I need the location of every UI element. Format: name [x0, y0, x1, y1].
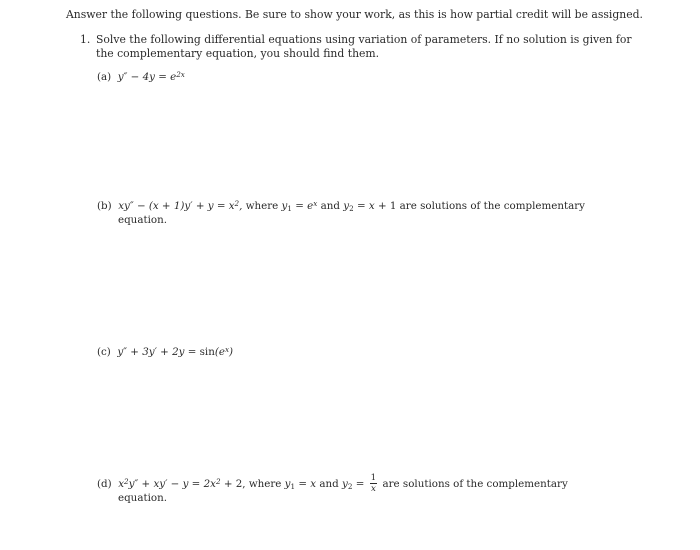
- part-b-line2: equation.: [118, 214, 167, 226]
- part-d-where: where: [248, 477, 282, 490]
- problem-text-line1: Solve the following differential equations using variation of parameters. If no solution is given for: [96, 33, 632, 46]
- part-d-line2: equation.: [118, 492, 167, 504]
- part-b: [97, 200, 585, 212]
- part-d-label: (d): [97, 477, 112, 490]
- part-c-equation: $y'' + 3y' + 2y = \sin(e^x)$: [114, 344, 234, 358]
- part-c-label: (c): [97, 346, 111, 358]
- part-b-equation: $xy'' - (x + 1)y' + y = x^2$,: [114, 198, 243, 212]
- part-d-y2-fraction: $\frac{1}{x}$: [370, 473, 377, 494]
- part-a: [97, 71, 185, 83]
- part-b-and: and: [320, 200, 340, 212]
- part-d-and: and: [319, 477, 339, 490]
- part-b-label: (b): [97, 200, 112, 212]
- part-d-tail: are solutions of the complementary: [382, 477, 568, 490]
- part-d-y1: $y_1 = x$: [284, 477, 317, 491]
- part-c: [97, 346, 233, 358]
- part-b-y1: $y_1 = e^x$: [281, 198, 318, 213]
- part-d-equation: $x^2y'' + xy' - y = 2x^2 + 2$,: [114, 476, 246, 490]
- part-a-equation: $y'' - 4y = e^{2x}$: [114, 69, 185, 83]
- problem-number: 1.: [80, 33, 91, 46]
- part-b-tail: are solutions of the complementary: [399, 200, 585, 212]
- problem-text-line2: the complementary equation, you should find them.: [96, 47, 380, 60]
- part-a-label: (a): [97, 71, 112, 83]
- instructions: Answer the following questions. Be sure to show your work, as this is how partial credit will be assigned.: [66, 8, 643, 21]
- part-b-where: where: [245, 200, 279, 212]
- part-d: [97, 474, 568, 494]
- part-d-y2: $y_2$ = $\frac{1}{x}$: [342, 473, 377, 494]
- part-b-y2: $y_2 = x + 1$: [343, 200, 397, 213]
